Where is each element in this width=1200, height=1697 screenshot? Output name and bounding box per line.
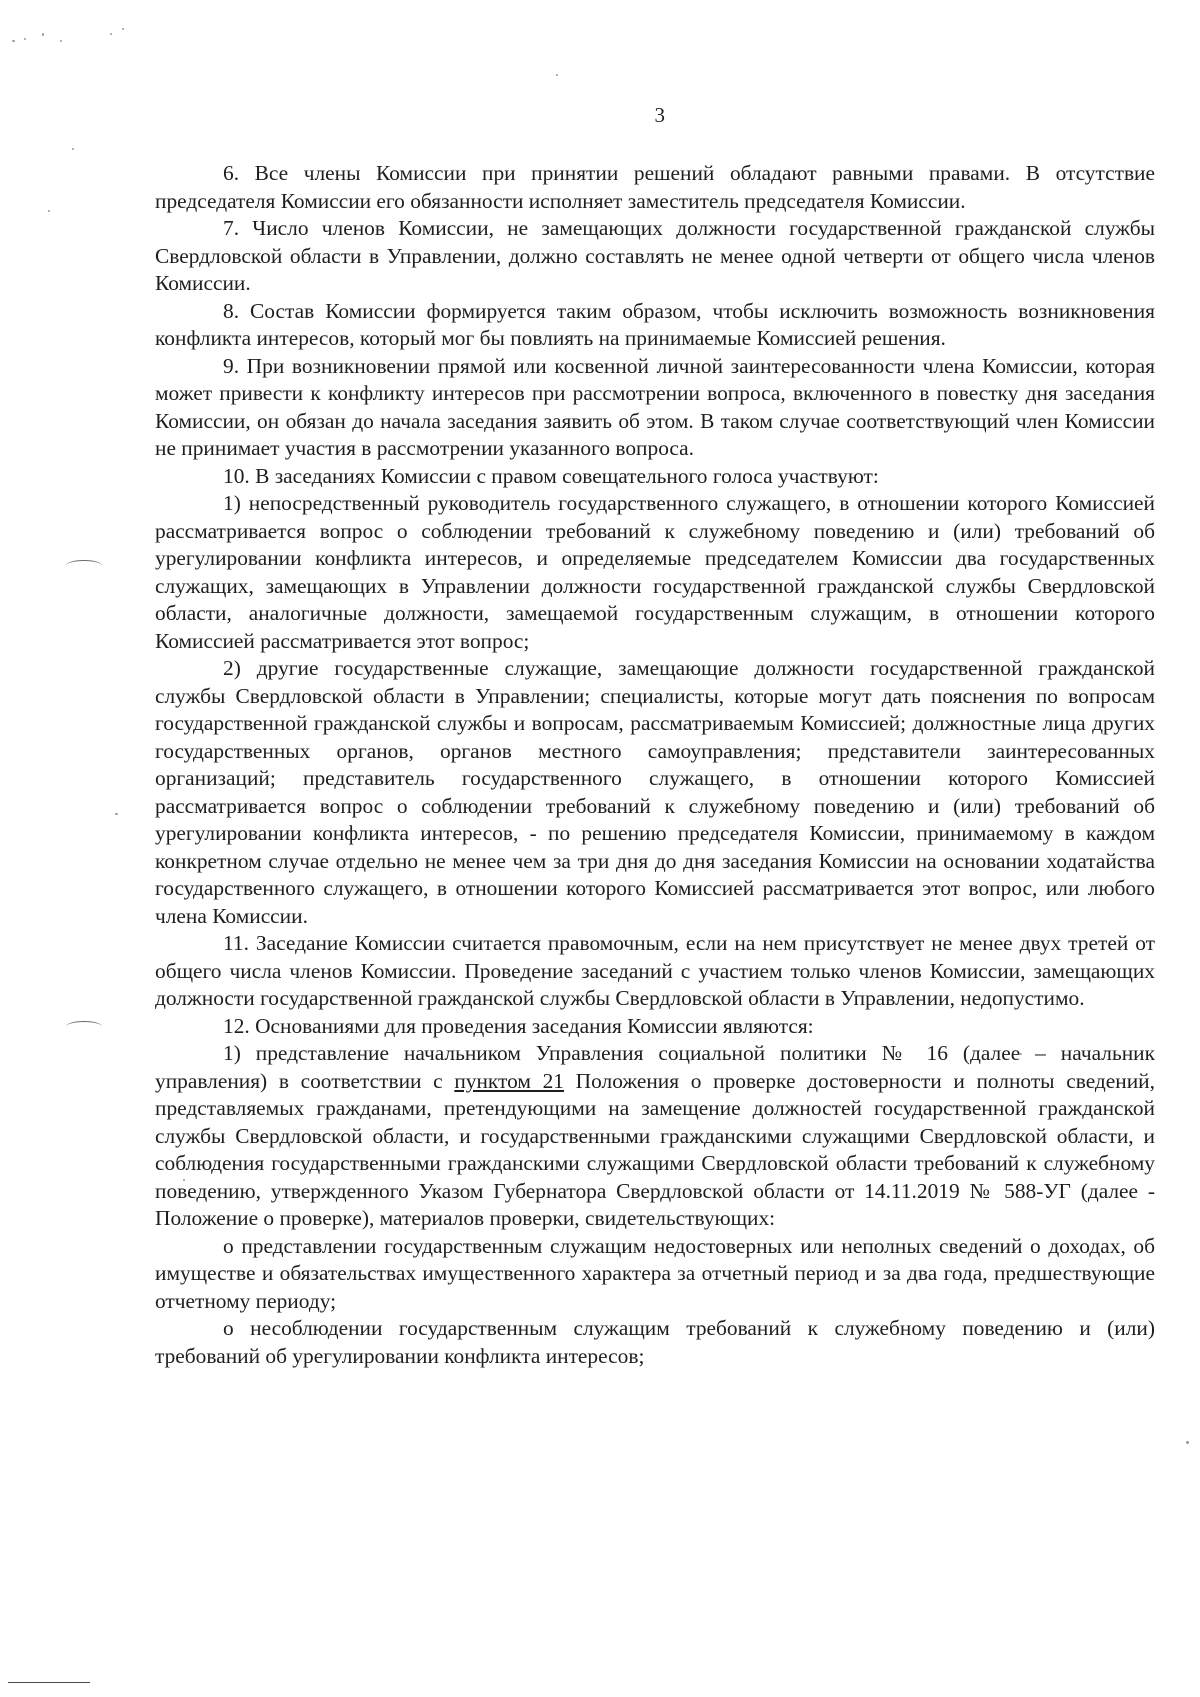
scan-speck [1186, 1441, 1189, 1444]
paragraph-text: Положения о проверке достоверности и полноты сведений, представляемых гражданами, претендующими на замещение должностей государственной гражданской службы Свердловской области, и государственными гражданскими служащими Свердловской области, и соблюдения государственными гражданскими служащими Свердловской области требований к служебному поведению, утвержденного Указом Губернатора Свердловской области от 14.11.2019 № 588-УГ (далее - Положение о проверке), материалов проверки, свидетельствующих: [155, 1068, 1155, 1230]
paragraph-text: 1) представление начальником Управления социальной политики № 16 (далее – начальник управления) в соответствии с [155, 1041, 1155, 1093]
paragraph-8: 8. Состав Комиссии формируется таким образом, чтобы исключить возможность возникновения конфликта интересов, который мог бы повлиять на принимаемые Комиссией решения. [155, 298, 1155, 350]
scan-speck [72, 148, 74, 150]
scan-speck [115, 813, 118, 815]
scan-edge-line [8, 1682, 90, 1683]
scan-speck [42, 33, 44, 36]
punch-hole-mark [66, 1021, 102, 1032]
paragraph-10-item-2: 2) другие государственные служащие, замещающие должности государственной гражданской службы Свердловской области в Управлении; специалисты, которые могут дать пояснения по вопросам государственной гражданской службы и вопросам, рассматриваемым Комиссией; должностные лица других государственных органов, органов местного самоуправления; представители заинтересованных организаций; представитель государственного служащего, в отношении которого Комиссией рассматривается вопрос о соблюдении требований к служебному поведению и (или) требований об урегулировании конфликта интересов, - по решению председателя Комиссии, принимаемому в каждом конкретном случае отдельно не менее чем за три дня до дня заседания Комиссии на основании ходатайства государственного служащего, в отношении которого Комиссией рассматривается этот вопрос, или любого члена Комиссии. [155, 656, 1155, 928]
paragraph-12: 12. Основаниями для проведения заседания Комиссии являются: [223, 1013, 814, 1038]
page-number: 3 [654, 103, 666, 127]
paragraph-12-subitem-1: о представлении государственным служащим недостоверных или неполных сведений о доходах, об имуществе и обязательствах имущественного характера за отчетный период и за два года, предшествующие отчетному периоду; [155, 1233, 1155, 1313]
scan-speck [556, 74, 558, 76]
scan-speck [24, 38, 26, 40]
scan-speck [122, 28, 124, 30]
paragraph-12-item-1 [155, 1040, 1155, 1233]
paragraph-7: 7. Число членов Комиссии, не замещающих должности государственной гражданской службы Свердловской области в Управлении, должно составлять не менее одной четверти от общего числа членов Комиссии. [155, 216, 1155, 295]
paragraph-10-item-1: 1) непосредственный руководитель государственного служащего, в отношении которого Комиссией рассматривается вопрос о соблюдении требований к служебному поведению и (или) требований об урегулировании конфликта интересов, и определяемые председателем Комиссии два государственных служащих, замещающих в Управлении должности государственной гражданской службы Свердловской области, аналогичные должности, замещаемой государственным служащим, в отношении которого Комиссией рассматривается этот вопрос; [155, 491, 1155, 653]
paragraph-12-subitem-2: о несоблюдении государственным служащим требований к служебному поведению и (или) требований об урегулировании конфликта интересов; [155, 1316, 1155, 1368]
document-body [155, 160, 1155, 1370]
reference-link[interactable]: пунктом 21 [454, 1068, 564, 1093]
paragraph-9: 9. При возникновении прямой или косвенной личной заинтересованности члена Комиссии, которая может привести к конфликту интересов при рассмотрении вопроса, включенного в повестку дня заседания Комиссии, он обязан до начала заседания заявить об этом. В таком случае соответствующий член Комиссии не принимает участия в рассмотрении указанного вопроса. [155, 353, 1155, 460]
punch-hole-mark [66, 560, 102, 571]
paragraph-6: 6. Все члены Комиссии при принятии решений обладают равными правами. В отсутствие председателя Комиссии его обязанности исполняет заместитель председателя Комиссии. [155, 161, 1155, 213]
paragraph-11: 11. Заседание Комиссии считается правомочным, если на нем присутствует не менее двух третей от общего числа членов Комиссии. Проведение заседаний с участием только членов Комиссии, замещающих должности государственной гражданской службы Свердловской области в Управлении, недопустимо. [155, 931, 1155, 1010]
scan-speck [12, 40, 15, 42]
scan-speck [48, 210, 50, 212]
scan-speck [110, 33, 112, 35]
paragraph-10: 10. В заседаниях Комиссии с правом совещательного голоса участвуют: [223, 463, 879, 488]
scan-speck [60, 40, 62, 42]
